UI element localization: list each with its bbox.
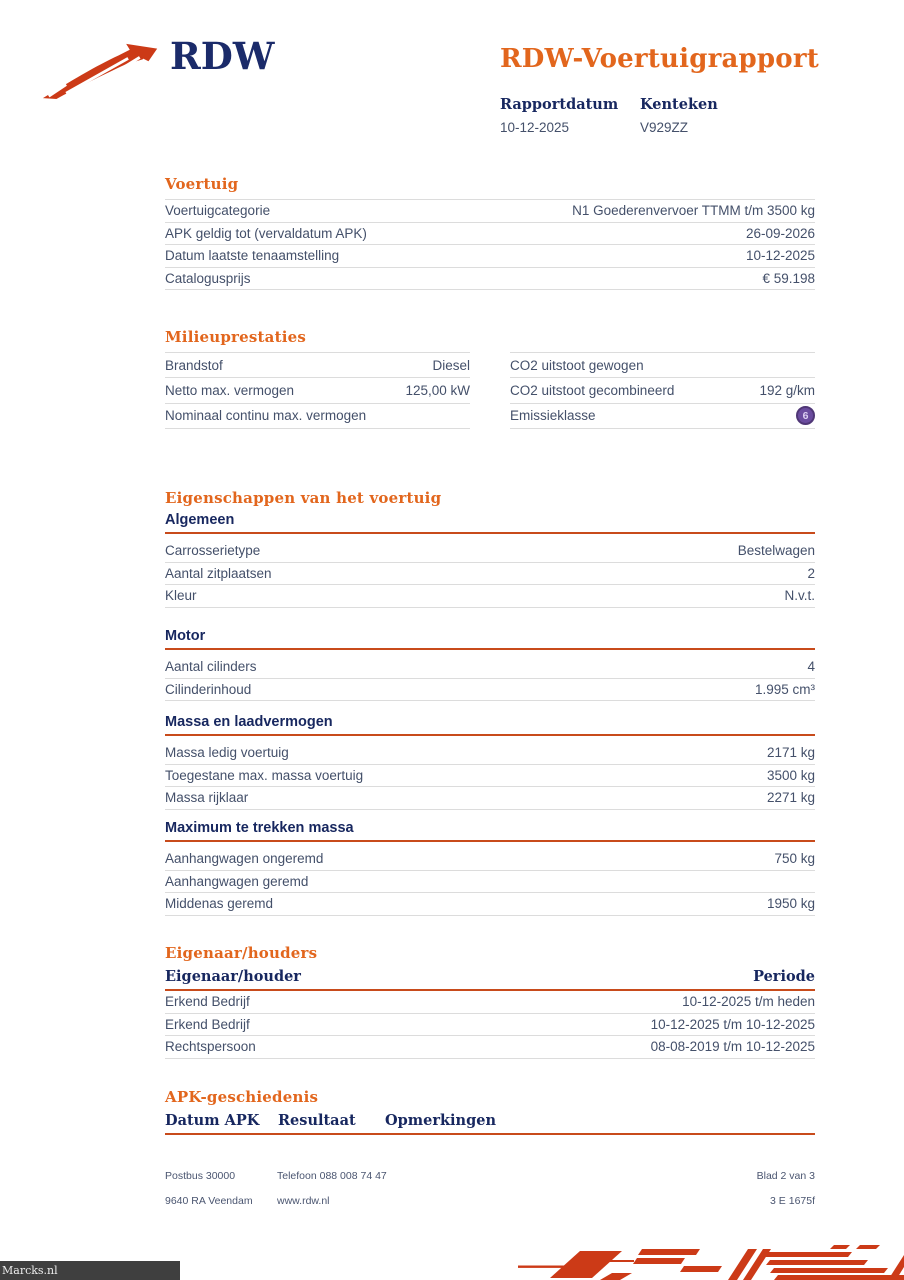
section-eigenaar bbox=[165, 944, 815, 1059]
table-row bbox=[165, 656, 815, 679]
row-value: 1950 kg bbox=[766, 896, 815, 912]
row-value: Diesel bbox=[432, 357, 470, 373]
section-milieuprestaties-title: Milieuprestaties bbox=[165, 328, 306, 346]
table-row bbox=[165, 765, 815, 788]
table-row bbox=[165, 245, 815, 268]
row-label: Aantal zitplaatsen bbox=[165, 565, 272, 581]
license-plate-value: V929ZZ bbox=[640, 120, 689, 135]
speed-stripes-graphic bbox=[500, 1233, 904, 1280]
footer-city: 9640 RA Veendam bbox=[165, 1195, 253, 1207]
row-label: CO2 uitstoot gecombineerd bbox=[510, 382, 675, 398]
section-eigenaar-title: Eigenaar/houders bbox=[165, 944, 318, 962]
milieu-right-column bbox=[510, 352, 815, 429]
report-meta bbox=[500, 96, 780, 135]
table-row bbox=[165, 1036, 815, 1059]
table-row bbox=[165, 200, 815, 223]
table-row bbox=[165, 268, 815, 291]
row-value: 750 kg bbox=[774, 851, 815, 867]
row-label: Brandstof bbox=[165, 357, 223, 373]
row-label: Middenas geremd bbox=[165, 896, 274, 912]
footer-po-box: Postbus 30000 bbox=[165, 1170, 236, 1182]
column-header-apk-remarks: Opmerkingen bbox=[385, 1112, 496, 1129]
section-eigenschappen-title: Eigenschappen van het voertuig bbox=[165, 489, 442, 507]
footer-form-code: 3 E 1675f bbox=[770, 1195, 815, 1207]
row-label: Netto max. vermogen bbox=[165, 382, 295, 398]
table-row bbox=[165, 585, 815, 608]
row-value: 4 bbox=[807, 659, 815, 675]
row-value: 2 bbox=[807, 565, 815, 581]
column-header-apk-date: Datum APK bbox=[165, 1112, 260, 1129]
footer-page-number: Blad 2 van 3 bbox=[756, 1170, 815, 1182]
row-value: 26-09-2026 bbox=[745, 225, 815, 241]
rdw-logo bbox=[42, 34, 275, 100]
row-label: Toegestane max. massa voertuig bbox=[165, 767, 364, 783]
owner-period: 10-12-2025 t/m heden bbox=[682, 994, 815, 1010]
row-label: Aantal cilinders bbox=[165, 659, 257, 675]
row-label: APK geldig tot (vervaldatum APK) bbox=[165, 225, 367, 241]
row-label: CO2 uitstoot gewogen bbox=[510, 357, 644, 373]
table-row bbox=[165, 991, 815, 1014]
milieu-left-column bbox=[165, 352, 470, 429]
report-title: RDW-Voertuigrapport bbox=[500, 44, 819, 74]
row-label: Carrosserietype bbox=[165, 543, 261, 559]
row-value: € 59.198 bbox=[762, 270, 815, 286]
table-row bbox=[165, 540, 815, 563]
row-label: Kleur bbox=[165, 588, 197, 604]
row-value: Bestelwagen bbox=[737, 543, 815, 559]
row-label: Aanhangwagen ongeremd bbox=[165, 851, 324, 867]
table-row bbox=[165, 404, 470, 429]
row-label: Massa rijklaar bbox=[165, 790, 249, 806]
watermark-bar: Marcks.nl bbox=[0, 1261, 180, 1280]
subsection-massa-title: Massa en laadvermogen bbox=[165, 714, 815, 736]
section-apk-title: APK-geschiedenis bbox=[165, 1088, 319, 1106]
owner-period: 10-12-2025 t/m 10-12-2025 bbox=[650, 1016, 815, 1032]
table-row bbox=[165, 378, 470, 403]
table-row bbox=[165, 848, 815, 871]
section-voertuig-title: Voertuig bbox=[165, 175, 239, 193]
table-row bbox=[165, 893, 815, 916]
section-apk bbox=[165, 1088, 815, 1135]
row-value: 1.995 cm³ bbox=[754, 681, 815, 697]
subsection-trekken bbox=[165, 820, 815, 916]
emission-class-badge: 6 bbox=[796, 406, 815, 425]
table-row bbox=[165, 353, 470, 378]
column-header-period: Periode bbox=[753, 968, 815, 985]
table-row bbox=[510, 353, 815, 378]
table-row bbox=[165, 223, 815, 246]
row-value: N1 Goederenvervoer TTMM t/m 3500 kg bbox=[572, 203, 815, 219]
table-row bbox=[510, 378, 815, 403]
row-label: Voertuigcategorie bbox=[165, 203, 271, 219]
subsection-motor-title: Motor bbox=[165, 628, 815, 650]
table-row bbox=[165, 563, 815, 586]
subsection-trekken-title: Maximum te trekken massa bbox=[165, 820, 815, 842]
footer-phone: Telefoon 088 008 74 47 bbox=[277, 1170, 387, 1182]
row-label: Cilinderinhoud bbox=[165, 681, 252, 697]
row-label: Massa ledig voertuig bbox=[165, 745, 289, 761]
section-milieuprestaties bbox=[165, 328, 815, 429]
row-value: 10-12-2025 bbox=[745, 248, 815, 264]
report-date-value: 10-12-2025 bbox=[500, 120, 570, 135]
report-date-label: Rapportdatum bbox=[500, 96, 619, 113]
row-label: Datum laatste tenaamstelling bbox=[165, 248, 340, 264]
column-header-apk-result: Resultaat bbox=[278, 1112, 356, 1129]
row-value: 2271 kg bbox=[766, 790, 815, 806]
row-label: Catalogusprijs bbox=[165, 270, 251, 286]
row-value: 2171 kg bbox=[766, 745, 815, 761]
owner-name: Rechtspersoon bbox=[165, 1039, 256, 1055]
table-row bbox=[165, 742, 815, 765]
row-value: 192 g/km bbox=[759, 382, 815, 398]
subsection-algemeen-title: Algemeen bbox=[165, 512, 815, 534]
row-label: Emissieklasse bbox=[510, 408, 596, 424]
owner-period: 08-08-2019 t/m 10-12-2025 bbox=[650, 1039, 815, 1055]
owner-name: Erkend Bedrijf bbox=[165, 994, 250, 1010]
owner-name: Erkend Bedrijf bbox=[165, 1016, 250, 1032]
page-footer bbox=[165, 1170, 815, 1220]
row-label: Aanhangwagen geremd bbox=[165, 873, 309, 889]
subsection-algemeen bbox=[165, 512, 815, 608]
table-row bbox=[510, 404, 815, 429]
footer-website: www.rdw.nl bbox=[277, 1195, 330, 1207]
rdw-feather-icon bbox=[42, 38, 160, 100]
rdw-logo-text: RDW bbox=[170, 34, 275, 78]
row-value: N.v.t. bbox=[784, 588, 815, 604]
license-plate-label: Kenteken bbox=[640, 96, 718, 113]
row-label: Nominaal continu max. vermogen bbox=[165, 408, 367, 424]
subsection-massa bbox=[165, 714, 815, 810]
row-value: 3500 kg bbox=[766, 767, 815, 783]
column-header-owner: Eigenaar/houder bbox=[165, 968, 301, 985]
section-voertuig bbox=[165, 175, 815, 290]
table-row bbox=[165, 871, 815, 894]
table-row bbox=[165, 787, 815, 810]
row-value: 125,00 kW bbox=[405, 382, 470, 398]
subsection-motor bbox=[165, 628, 815, 701]
table-row bbox=[165, 1014, 815, 1037]
table-row bbox=[165, 679, 815, 702]
